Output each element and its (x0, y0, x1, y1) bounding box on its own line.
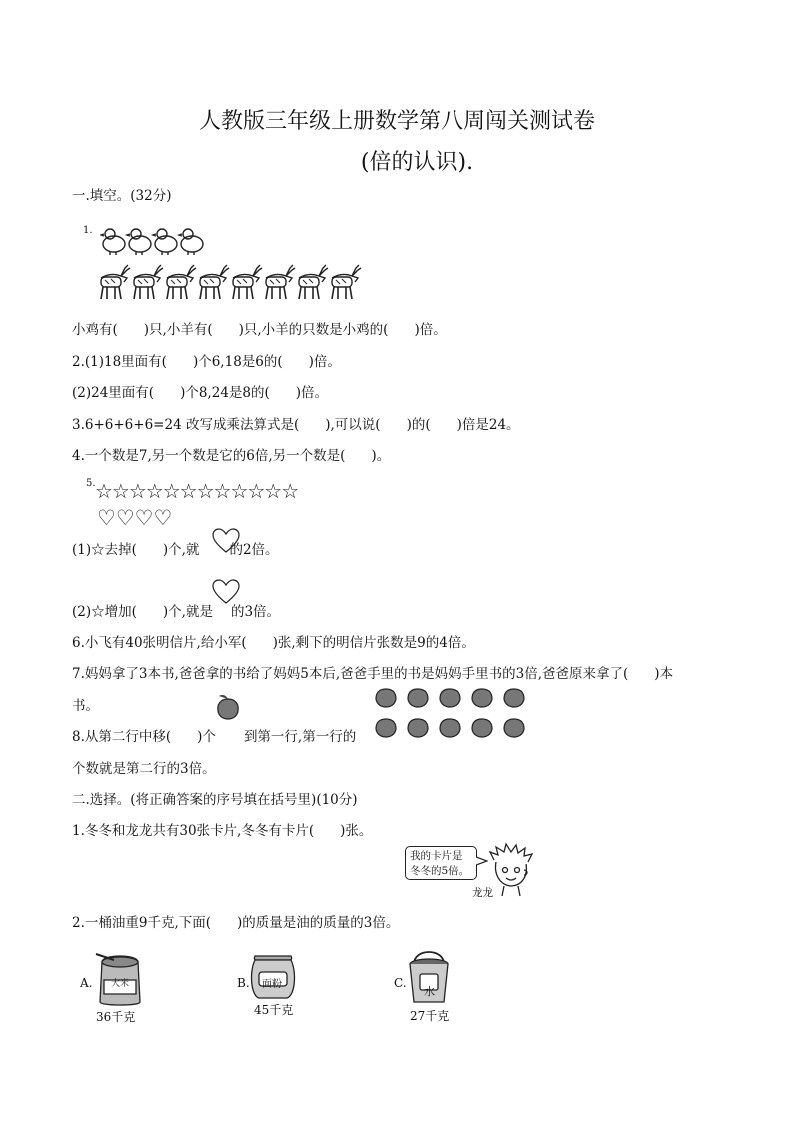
goat-icon (101, 265, 130, 299)
option-b-letter: B. (237, 976, 250, 990)
option-a-label: 大米 (111, 979, 130, 989)
peach-icons (373, 716, 533, 740)
option-b-weight: 45千克 (254, 1003, 294, 1017)
chick-icon (153, 229, 177, 255)
q5b-text: (2)☆增加( )个,就是 的3倍。 (72, 604, 281, 620)
option-c-weight: 27千克 (410, 1009, 450, 1023)
option-c-label: 水 (424, 985, 435, 998)
s2-q2-text: 2.一桶油重9千克,下面( )的质量是油的质量的3倍。 (72, 915, 400, 931)
speech-bubble (405, 846, 477, 880)
goat-icon (266, 265, 295, 299)
option-a-letter: A. (80, 976, 93, 990)
goat-icon (233, 265, 262, 299)
q1-text: 小鸡有( )只,小羊有( )只,小羊的只数是小鸡的( )倍。 (72, 322, 447, 338)
heart-icon (212, 528, 240, 554)
goat-icon (332, 265, 361, 299)
goat-icon (167, 265, 196, 299)
goat-row (97, 262, 367, 302)
chick-row (100, 226, 210, 256)
q8-text-line1: 8.从第二行中移( )个 到第一行,第一行的 (72, 729, 357, 745)
heart-row (97, 508, 172, 529)
goat-icon (200, 265, 229, 299)
q2b-text: (2)24里面有( )个8,24是8的( )倍。 (72, 385, 329, 401)
q7-text-line1: 7.妈妈拿了3本书,爸爸拿的书给了妈妈5本后,爸爸手里的书是妈妈手里书的3倍,爸爸原来拿了( )本 (72, 666, 674, 682)
peach-row-2 (373, 716, 533, 740)
chick-icon (101, 229, 125, 255)
q5a-text: (1)☆去掉( )个,就 的2倍。 (72, 542, 279, 558)
q2a-text: 2.(1)18里面有( )个6,18是6的( )倍。 (72, 354, 341, 370)
q8-text-line2: 个数就是第二行的3倍。 (72, 761, 216, 777)
option-b-label: 面粉 (262, 979, 282, 990)
q6-text: 6.小飞有40张明信片,给小军( )张,剩下的明信片张数是9的4倍。 (72, 635, 475, 651)
bubble-tail (476, 855, 488, 867)
page-title: 人教版三年级上册数学第八周闯关测试卷 (198, 109, 595, 134)
s2-q1-text: 1.冬冬和龙龙共有30张卡片,冬冬有卡片( )张。 (72, 823, 373, 839)
chick-icons (100, 226, 210, 256)
option-c-letter: C. (394, 976, 407, 990)
goat-icons (97, 262, 367, 302)
bubble-line-2: 冬冬的5倍。 (410, 865, 470, 877)
star-row (95, 481, 298, 502)
chick-icon (179, 229, 203, 255)
q4-text: 4.一个数是7,另一个数是它的6倍,另一个数是( )。 (72, 448, 391, 464)
q7-text-line2: 书。 (72, 698, 99, 714)
goat-icon (134, 265, 163, 299)
speaker-name: 龙龙 (472, 887, 493, 899)
heart-icon (212, 579, 240, 605)
section1-heading: 一.填空。(32分) (72, 188, 172, 204)
bubble-line-1: 我的卡片是 (410, 850, 463, 862)
q5-number: 5. (86, 478, 96, 489)
boy-avatar-icon (488, 842, 536, 898)
q3-text: 3.6+6+6+6=24 改写成乘法算式是( ),可以说( )的( )倍是24。 (72, 417, 520, 433)
chick-icon (127, 229, 151, 255)
heart-icons: ♡♡♡♡ (97, 506, 173, 530)
section2-heading: 二.选择。(将正确答案的序号填在括号里)(10分) (72, 792, 358, 808)
option-a-weight: 36千克 (96, 1010, 136, 1024)
star-icons: ☆☆☆☆☆☆☆☆☆☆☆☆ (95, 479, 299, 503)
peach-icons (373, 684, 533, 708)
peach-row-1 (373, 684, 533, 708)
goat-icon (299, 265, 328, 299)
q1-number: 1. (83, 225, 93, 236)
page-subtitle: (倍的认识). (360, 150, 474, 175)
peach-icon (214, 693, 242, 721)
